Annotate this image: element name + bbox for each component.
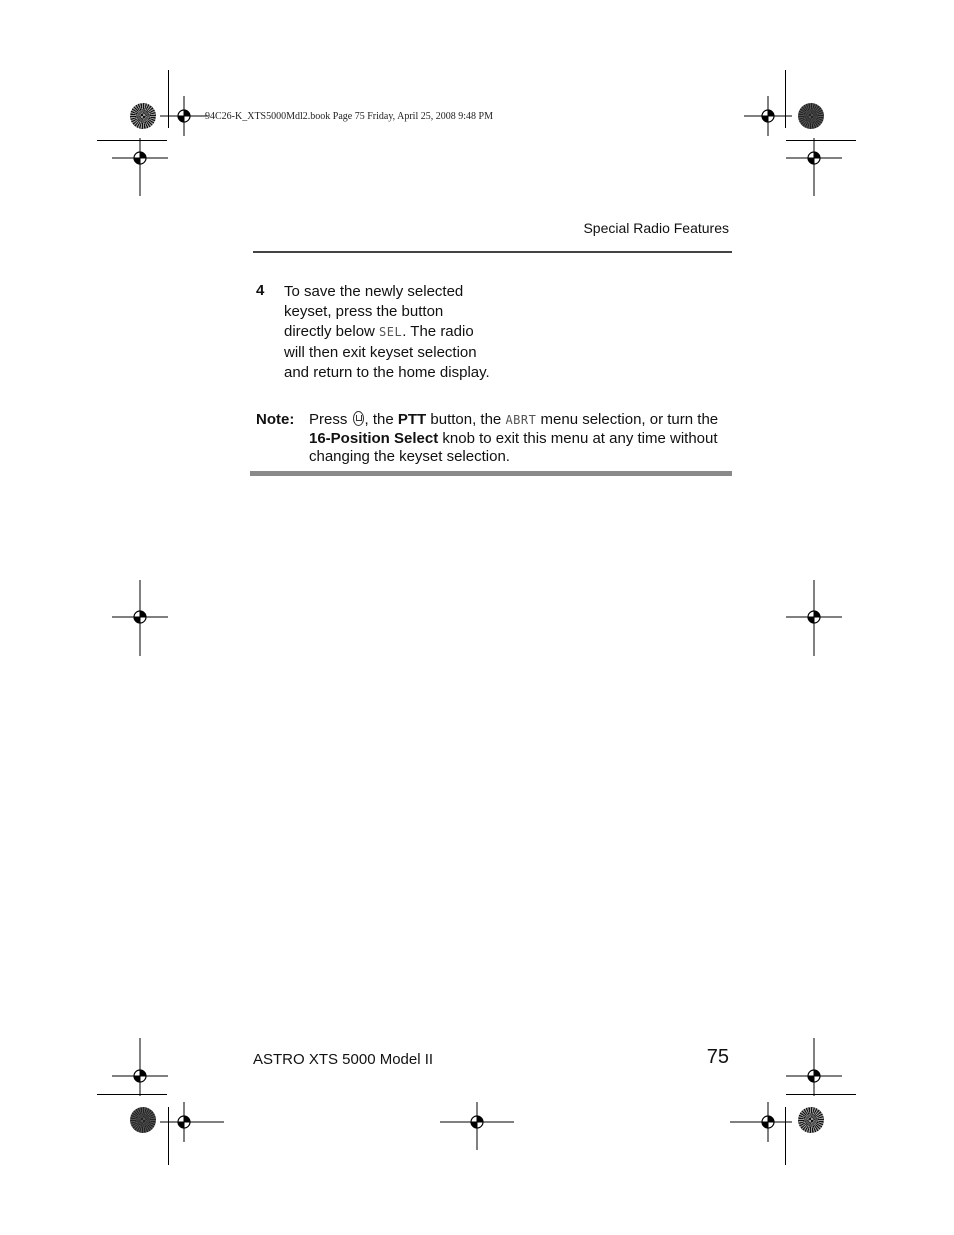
- note-label: Note:: [256, 411, 295, 428]
- sunburst-icon: [798, 1107, 824, 1133]
- registration-mark-icon: [744, 96, 792, 136]
- registration-mark-icon: [730, 1102, 792, 1142]
- registration-mark-icon: [160, 96, 208, 136]
- step-number: 4: [256, 282, 265, 299]
- header-rule: [253, 251, 732, 253]
- ptt-label: PTT: [397, 411, 427, 428]
- display-label-abrt: ABRT: [505, 413, 537, 427]
- registration-mark-icon: [112, 1038, 168, 1096]
- registration-mark-icon: [786, 580, 842, 656]
- note-text-part: knob to exit this menu at any time without changing the keyset selection.: [309, 429, 718, 465]
- print-header: 94C26-K_XTS5000Mdl2.book Page 75 Friday, April 25, 2008 9:48 PM: [205, 111, 493, 122]
- display-label-sel: SEL: [379, 325, 403, 340]
- sunburst-icon: [798, 103, 824, 129]
- registration-mark-icon: [440, 1102, 514, 1150]
- sunburst-icon: [130, 1107, 156, 1133]
- step-text-after: . The radio will then exit keyset selection and return to the home display.: [284, 323, 490, 381]
- footer-product: ASTRO XTS 5000 Model II: [253, 1051, 434, 1068]
- page-number: 75: [706, 1046, 729, 1068]
- home-button-icon: [353, 411, 364, 426]
- knob-label: 16-Position Select: [309, 429, 439, 447]
- note-text-part: , the: [364, 411, 398, 428]
- registration-mark-icon: [786, 1038, 842, 1096]
- registration-mark-icon: [112, 580, 168, 656]
- note-text-part: Press: [309, 411, 352, 428]
- sunburst-icon: [130, 103, 156, 129]
- step-text-before: To save the newly selected keyset, press the button directly below: [284, 283, 464, 341]
- running-head: Special Radio Features: [583, 220, 729, 236]
- step-text: [284, 282, 494, 383]
- registration-mark-icon: [160, 1102, 224, 1142]
- note-rule: [250, 471, 732, 476]
- registration-mark-icon: [112, 138, 168, 196]
- registration-mark-icon: [786, 138, 842, 196]
- note-text-part: menu selection, or turn the: [536, 411, 719, 428]
- note-text-part: button, the: [426, 411, 506, 428]
- note-text: [309, 411, 729, 467]
